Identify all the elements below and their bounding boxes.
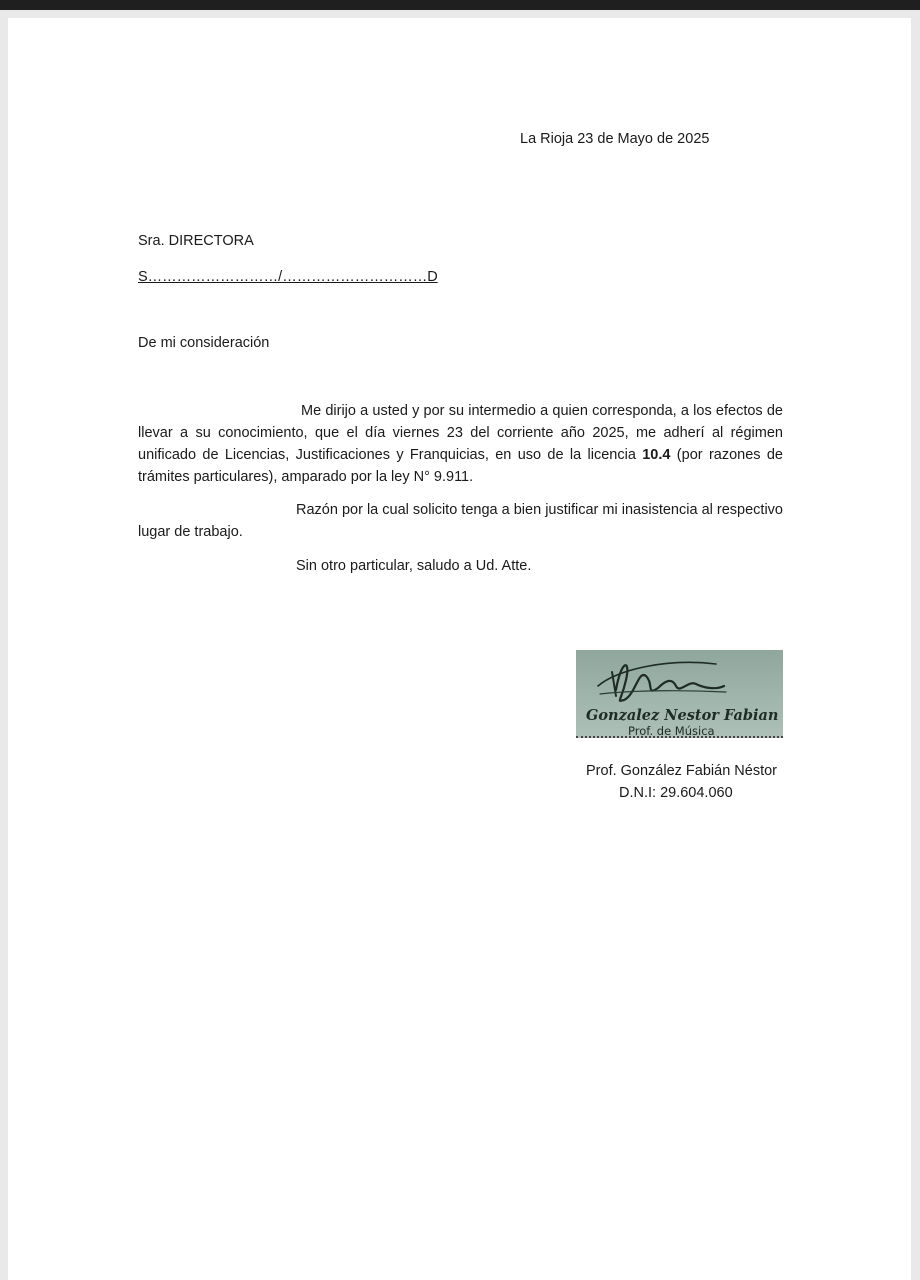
su-despacho-line: S………………………/…………………………D [138,269,438,285]
body-paragraph-1-text-a: Me dirijo a usted y por su intermedio a quien corresponda, a los efectos de llevar a su conocimiento, que el día viernes 23 del corriente año 2025, me adherí al régimen unificado de Licencias, Justificaciones y Franquicias, en uso de la licencia [138,403,783,463]
handwritten-signature-icon [576,650,783,738]
body-paragraph-2: Razón por la cual solicito tenga a bien justificar mi inasistencia al respectivo lugar de trabajo. [138,502,783,540]
signer-dni: D.N.I: 29.604.060 [619,785,733,801]
letter-recipient: Sra. DIRECTORA [138,233,254,249]
stamp-title-text: Prof. de Música [628,724,715,738]
signature-stamp [576,650,783,738]
body-paragraph-1-text-b: (por razones de trámites particulares), amparado por la ley N° 9.911. [138,447,783,485]
signature-dotted-line [576,736,783,738]
letter-date: La Rioja 23 de Mayo de 2025 [520,131,710,147]
license-number: 10.4 [642,447,671,463]
signer-name: Prof. González Fabián Néstor [586,763,778,779]
body-paragraph-1 [138,400,783,488]
document-page [8,18,911,1280]
closing-line: Sin otro particular, saludo a Ud. Atte. [296,558,532,574]
letter-greeting: De mi consideración [138,335,270,351]
stamp-name-text: Gonzalez Nestor Fabian [586,707,779,724]
viewer-top-bar [0,0,920,10]
